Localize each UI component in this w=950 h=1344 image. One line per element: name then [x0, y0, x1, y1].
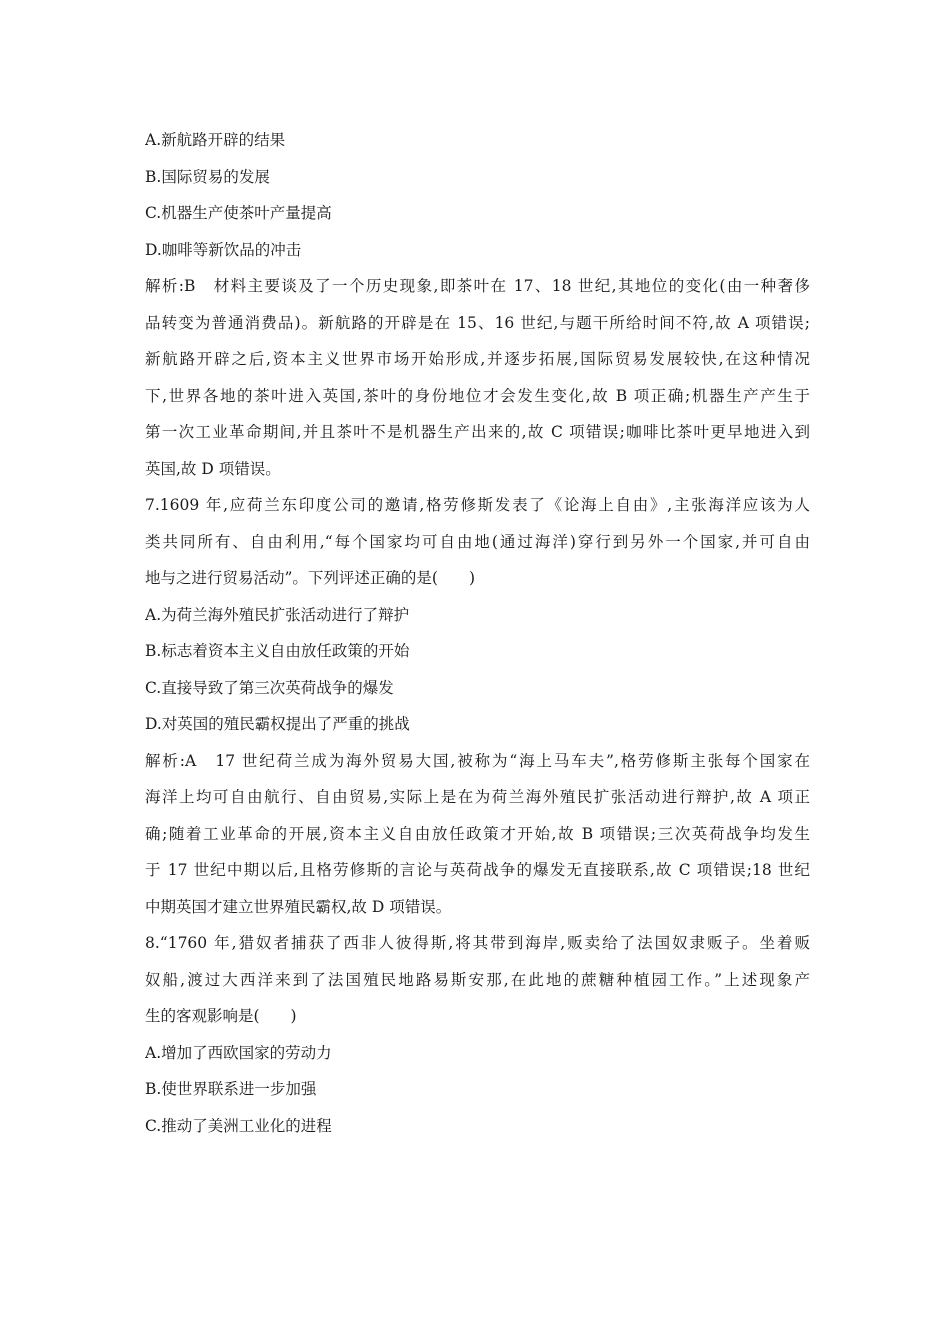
- q7-stem-line: 类共同所有、自由利用,“每个国家均可自由地(通过海洋)穿行到另外一个国家,并可自由: [145, 532, 810, 551]
- q6-option-a: A.新航路开辟的结果: [145, 131, 286, 149]
- q6-option-b: B.国际贸易的发展: [145, 167, 270, 186]
- question-6-block: [145, 122, 810, 487]
- question-8-block: [145, 925, 810, 1144]
- q8-stem-line: 奴船,渡过大西洋来到了法国殖民地路易斯安那,在此地的蔗糖种植园工作。”上述现象产: [145, 970, 810, 989]
- q6-option-d: D.咖啡等新饮品的冲击: [145, 240, 302, 259]
- q8-stem-line: 生的客观影响是( ): [145, 1007, 297, 1025]
- q7-analysis: [145, 743, 810, 926]
- q7-option-a: A.为荷兰海外殖民扩张活动进行了辩护: [145, 605, 410, 624]
- document-page: [145, 122, 810, 1144]
- q6-analysis-line: 英国,故 D 项错误。: [145, 459, 281, 478]
- q6-analysis-line: 品转变为普通消费品)。新航路的开辟是在 15、16 世纪,与题干所给时间不符,故 A 项错误;: [145, 313, 810, 332]
- q8-option-c: C.推动了美洲工业化的进程: [145, 1116, 332, 1135]
- q6-analysis-line: 解析:B 材料主要谈及了一个历史现象,即茶叶在 17、18 世纪,其地位的变化(由一种奢侈: [145, 277, 810, 295]
- q8-stem: [145, 925, 810, 1035]
- q6-analysis-line: 第一次工业革命期间,并且茶叶不是机器生产出来的,故 C 项错误;咖啡比茶叶更早地进入到: [145, 423, 810, 441]
- question-7-block: [145, 487, 810, 925]
- q6-analysis: [145, 268, 810, 487]
- q6-analysis-line: 下,世界各地的茶叶进入英国,茶叶的身份地位才会发生变化,故 B 项正确;机器生产产生于: [145, 386, 810, 405]
- q6-analysis-line: 新航路开辟之后,资本主义世界市场开始形成,并逐步拓展,国际贸易发展较快,在这种情况: [145, 350, 810, 368]
- q7-option-b: B.标志着资本主义自由放任政策的开始: [145, 642, 410, 660]
- q7-stem-line: 地与之进行贸易活动”。下列评述正确的是( ): [145, 569, 476, 587]
- q8-option-a: A.增加了西欧国家的劳动力: [145, 1043, 332, 1062]
- q7-analysis-line: 解析:A 17 世纪荷兰成为海外贸易大国,被称为“海上马车夫”,格劳修斯主张每个国家在: [145, 751, 810, 770]
- q8-option-b: B.使世界联系进一步加强: [145, 1080, 317, 1098]
- q7-stem: [145, 487, 810, 597]
- q7-stem-line: 7.1609 年,应荷兰东印度公司的邀请,格劳修斯发表了《论海上自由》,主张海洋应该为人: [145, 496, 810, 514]
- q7-analysis-line: 于 17 世纪中期以后,且格劳修斯的言论与英荷战争的爆发无直接联系,故 C 项错误;18 世纪: [145, 861, 810, 879]
- q7-option-d: D.对英国的殖民霸权提出了严重的挑战: [145, 715, 410, 733]
- q8-stem-line: 8.“1760 年,猎奴者捕获了西非人彼得斯,将其带到海岸,贩卖给了法国奴隶贩子。坐着贩: [145, 934, 810, 952]
- q7-analysis-line: 海洋上均可自由航行、自由贸易,实际上是在为荷兰海外殖民扩张活动进行辩护,故 A 项正: [145, 788, 810, 806]
- q7-option-c: C.直接导致了第三次英荷战争的爆发: [145, 678, 394, 697]
- q7-analysis-line: 确;随着工业革命的开展,资本主义自由放任政策才开始,故 B 项错误;三次英荷战争均发生: [145, 824, 810, 843]
- q7-analysis-line: 中期英国才建立世界殖民霸权,故 D 项错误。: [145, 897, 452, 916]
- q6-option-c: C.机器生产使茶叶产量提高: [145, 204, 332, 222]
